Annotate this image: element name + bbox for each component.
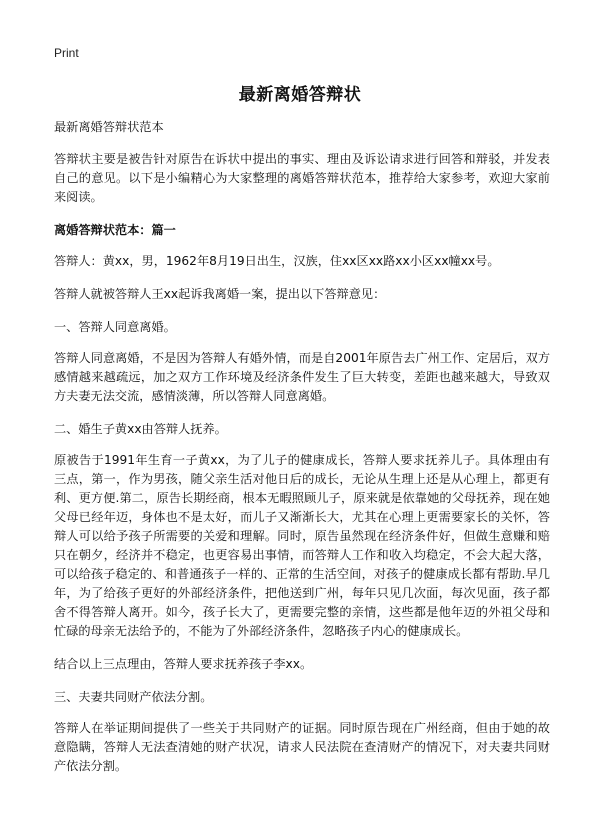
point3-paragraph: 答辩人在举证期间提供了一些关于共同财产的证据。同时原告现在广州经商，但由于她的故意隐瞒，答辩人无法查清她的财产状况，请求人民法院在查清财产的情况下，对夫妻共同财产依法分割。: [54, 721, 550, 773]
respondent-info: 答辩人：黄xx，男，1962年8月19日出生，汉族，住xx区xx路xx小区xx幢xx号。: [54, 254, 500, 268]
section-heading: 离婚答辩状范本：篇一: [54, 223, 176, 237]
point2-conclusion: 结合以上三点理由，答辩人要求抚养孩子李xx。: [54, 657, 313, 671]
point1-paragraph: 答辩人同意离婚，不是因为答辩人有婚外情，而是自2001年原告去广州工作、定居后，双方感情越来越疏远，加之双方工作环境及经济条件发生了巨大转变，差距也越来越大，导致双方夫妻无法交流，感情淡薄，所以答辩人同意离婚。: [54, 351, 551, 403]
page-title: 最新离婚答辩状: [238, 85, 362, 105]
point1-heading: 一、答辩人同意离婚。: [54, 320, 176, 334]
point3-heading: 三、夫妻共同财产依法分割。: [54, 690, 213, 704]
point2-heading: 二、婚生子黄xx由答辩人抚养。: [54, 422, 227, 436]
print-link[interactable]: Print: [54, 46, 79, 60]
document-body: [54, 118, 550, 790]
subtitle: 最新离婚答辩状范本: [54, 120, 164, 134]
point2-paragraph: 原被告于1991年生育一子黄xx，为了儿子的健康成长，答辩人要求抚养儿子。具体理由有三点，第一，作为男孩，随父亲生活对他日后的成长，无论从生理上还是从心理上，都更有利、更方便.第二，原告长期经商，根本无暇照顾儿子，原来就是依靠她的父母抚养，现在她父母已经年迈，身体也不是太好，而儿子又渐渐长大，尤其在心理上更需要家长的关怀，答辩人可以给予孩子所需要的关爱和理解。同时，原告虽然现在经济条件好，但做生意赚和赔只在朝夕，经济并不稳定，也更容易出事情，而答辩人工作和收入均稳定，不会大起大落，可以给孩子稳定的、和普通孩子一样的、正常的生活空间，对孩子的健康成长都有帮助.早几年，为了给孩子更好的外部经济条件，把他送到广州，每年只见几次面，每次见面，孩子都舍不得答辩人离开。如今，孩子长大了，更需要完整的亲情，这些都是他年迈的外祖父母和忙碌的母亲无法给予的，不能为了外部经济条件，忽略孩子内心的健康成长。: [54, 453, 550, 638]
statement-paragraph: 答辩人就被答辩人王xx起诉我离婚一案，提出以下答辩意见：: [54, 287, 386, 301]
intro-paragraph: 答辩状主要是被告针对原告在诉状中提出的事实、理由及诉讼请求进行回答和辩驳，并发表自己的意见。以下是小编精心为大家整理的离婚答辩状范本，推荐给大家参考，欢迎大家前来阅读。: [54, 152, 550, 204]
